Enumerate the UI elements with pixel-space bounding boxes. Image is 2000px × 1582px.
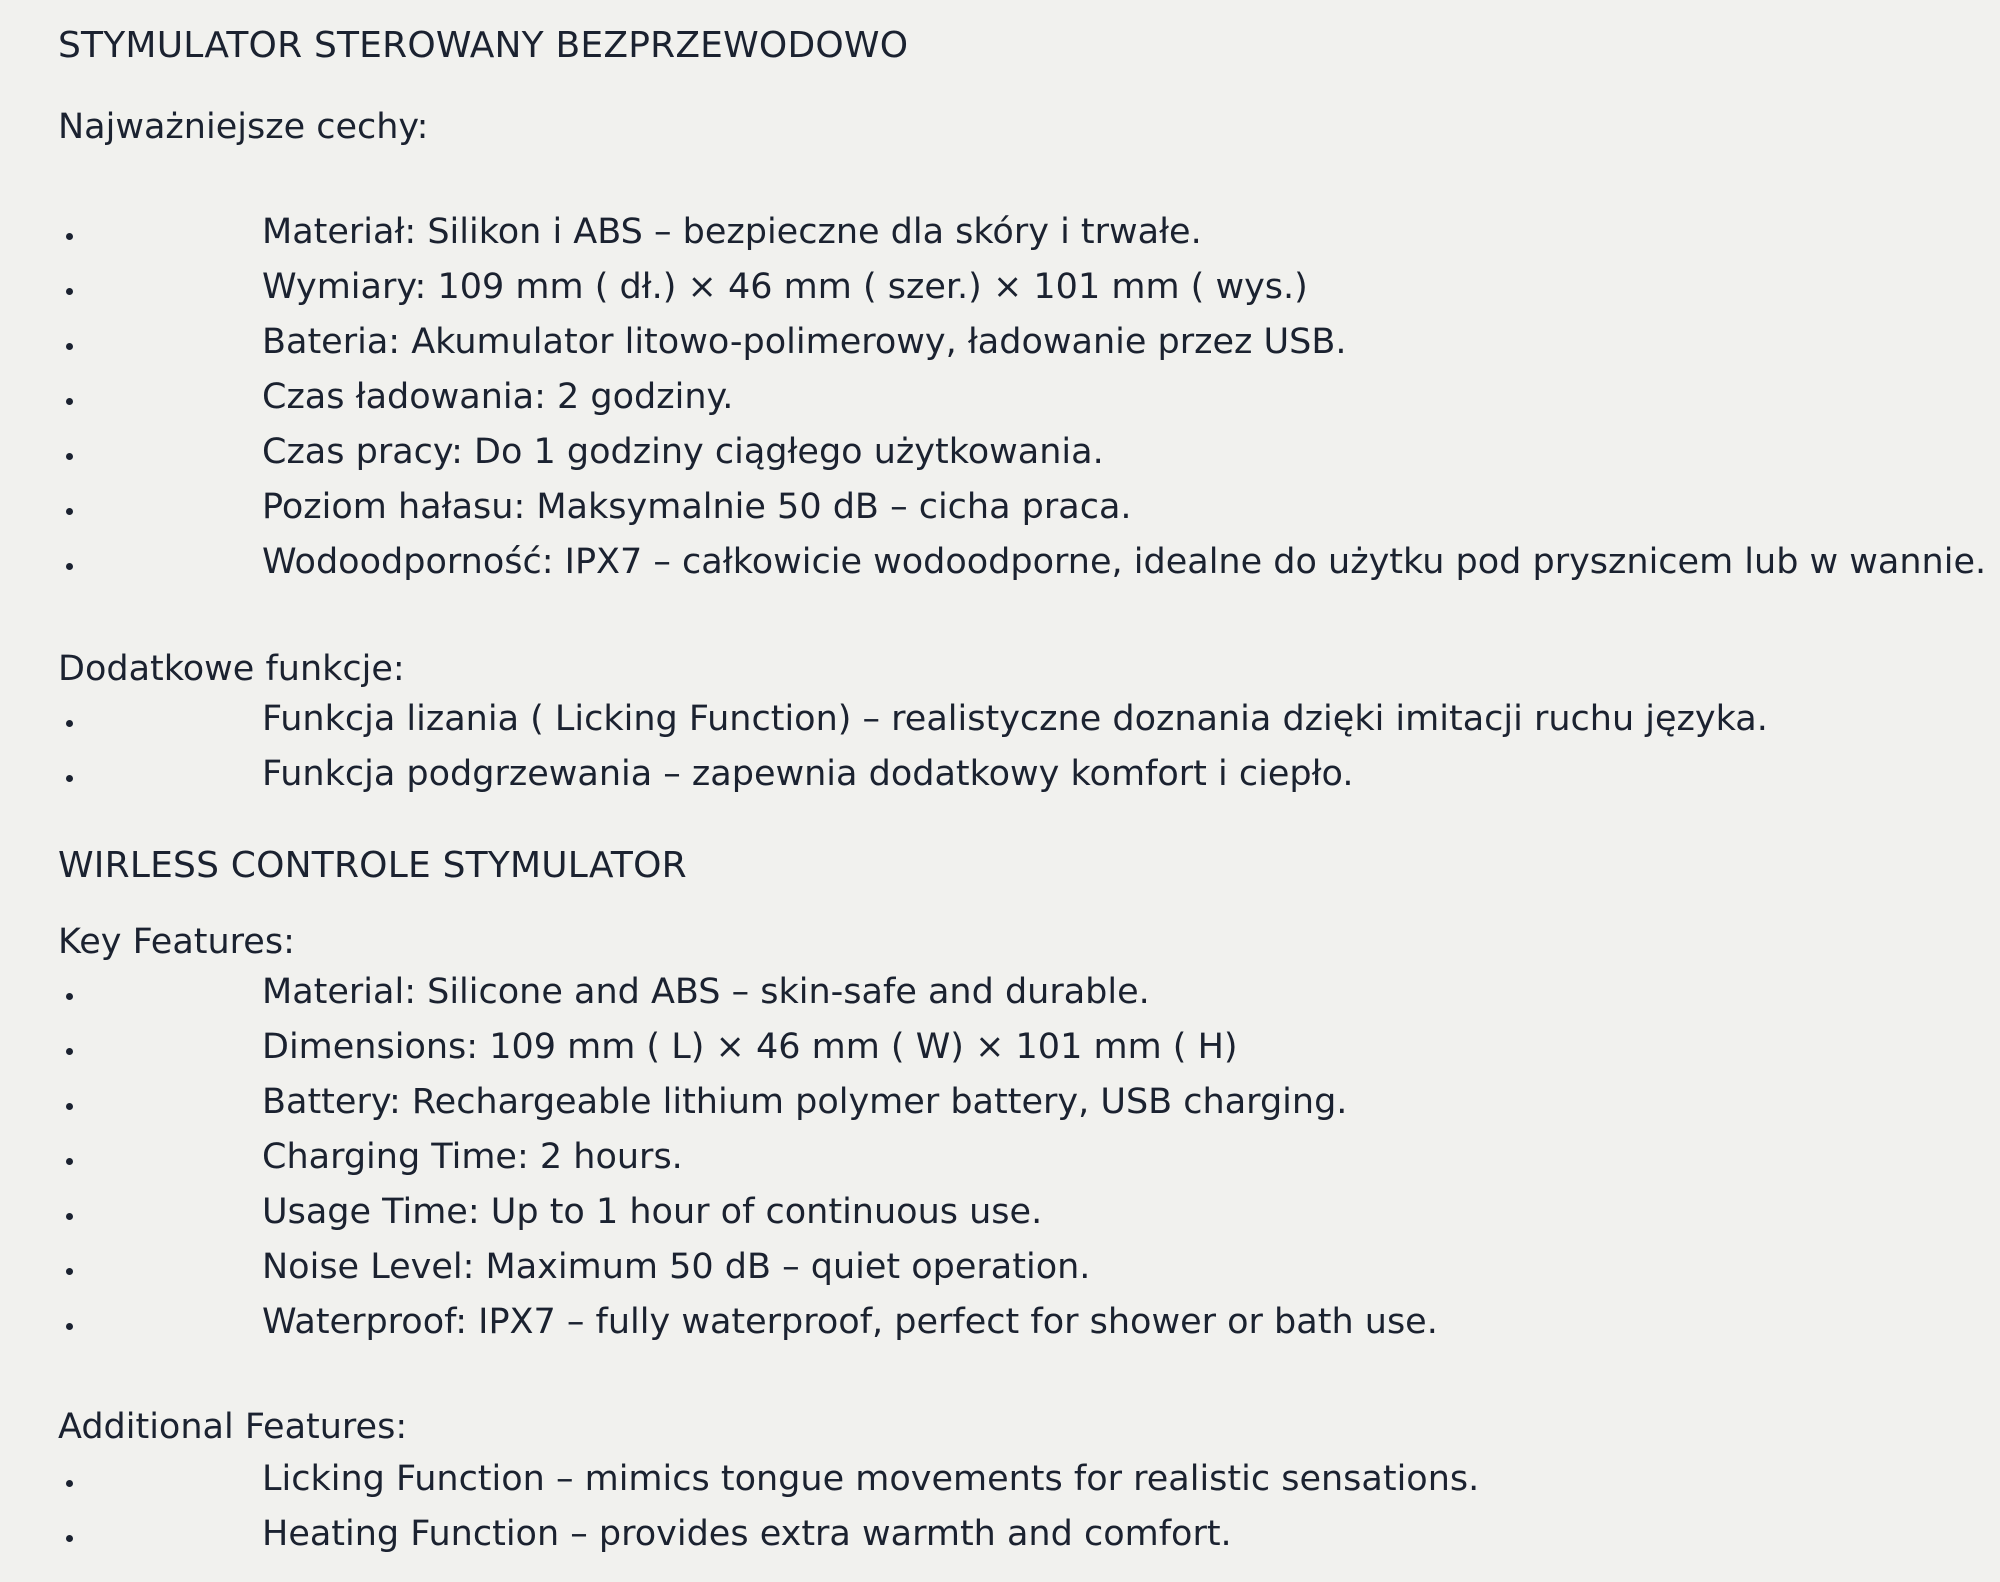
polish-extra-heading: Dodatkowe funkcje: (58, 649, 405, 689)
bullet-icon (66, 1213, 73, 1220)
bullet-icon (66, 1048, 73, 1055)
bullet-icon (66, 993, 73, 1000)
bullet-icon (66, 720, 73, 727)
english-title-block (58, 845, 1958, 886)
polish-key-heading: Najważniejsze cechy: (58, 107, 429, 147)
english-key-heading-block (58, 922, 1958, 962)
bullet-icon (66, 233, 73, 240)
bullet-icon (66, 508, 73, 515)
bullet-icon (66, 453, 73, 460)
polish-title-block (58, 25, 1958, 66)
english-key-heading: Key Features: (58, 922, 295, 962)
bullet-icon (66, 1480, 73, 1487)
bullet-icon (66, 343, 73, 350)
bullet-icon (66, 1535, 73, 1542)
bullet-icon (66, 1103, 73, 1110)
bullet-icon (66, 398, 73, 405)
polish-key-heading-block (58, 107, 1958, 147)
polish-extra-heading-block (58, 649, 1958, 689)
bullet-icon (66, 1323, 73, 1330)
english-title: WIRLESS CONTROLE STYMULATOR (58, 845, 687, 886)
english-extra-heading: Additional Features: (58, 1407, 408, 1447)
product-spec-sheet: STYMULATOR STEROWANY BEZPRZEWODOWO Najważniejsze cechy: Materiał: Silikon i ABS – bezpieczne dla skóry i trwałe. Wymiary: 109 mm ( dł.) × 46 mm ( szer.) × 101 mm ( wys.) Bateria: Akumulator litowo-polimerowy, ładowanie przez USB. Czas ładowania: 2 godziny. Czas pracy: Do 1 godziny ciągłego użytkowania. Poziom hałasu: Maksymalnie 50 dB – cicha praca. Wodoodporność: IPX7 – całkowicie wodoodporne, idealne do użytku pod prysznicem lub w wannie. Dodatkowe funkcje: Funkcja lizania ( Licking Function) – realistyczne doznania dzięki imitacji ruchu języka. Funkcja podgrzewania – zapewnia dodatkowy komfort i ciepło. WIRLESS CONTROLE STYMULATOR Key Features: Material: Silicone and ABS – skin-safe and durable. Dimensions: 109 mm ( L) × 46 mm ( W) × 101 mm ( H) Battery: Rechargeable lithium polymer battery, USB charging. Charging Time: 2 hours. Usage Time: Up to 1 hour of continuous use. Noise Level: Maximum 50 dB – quiet operation. Waterproof: IPX7 – fully waterproof, perfect for shower or bath use. Additional Features: Licking Function – mimics tongue movements for realistic sensations. Heating Function – provides extra warmth and comfort. (58, 25, 1987, 1554)
polish-title: STYMULATOR STEROWANY BEZPRZEWODOWO (58, 25, 909, 66)
english-extra-heading-block (58, 1407, 1958, 1447)
bullet-icon (66, 1158, 73, 1165)
bullet-icon (66, 563, 73, 570)
bullet-icon (66, 288, 73, 295)
bullet-icon (66, 1268, 73, 1275)
bullet-icon (66, 775, 73, 782)
